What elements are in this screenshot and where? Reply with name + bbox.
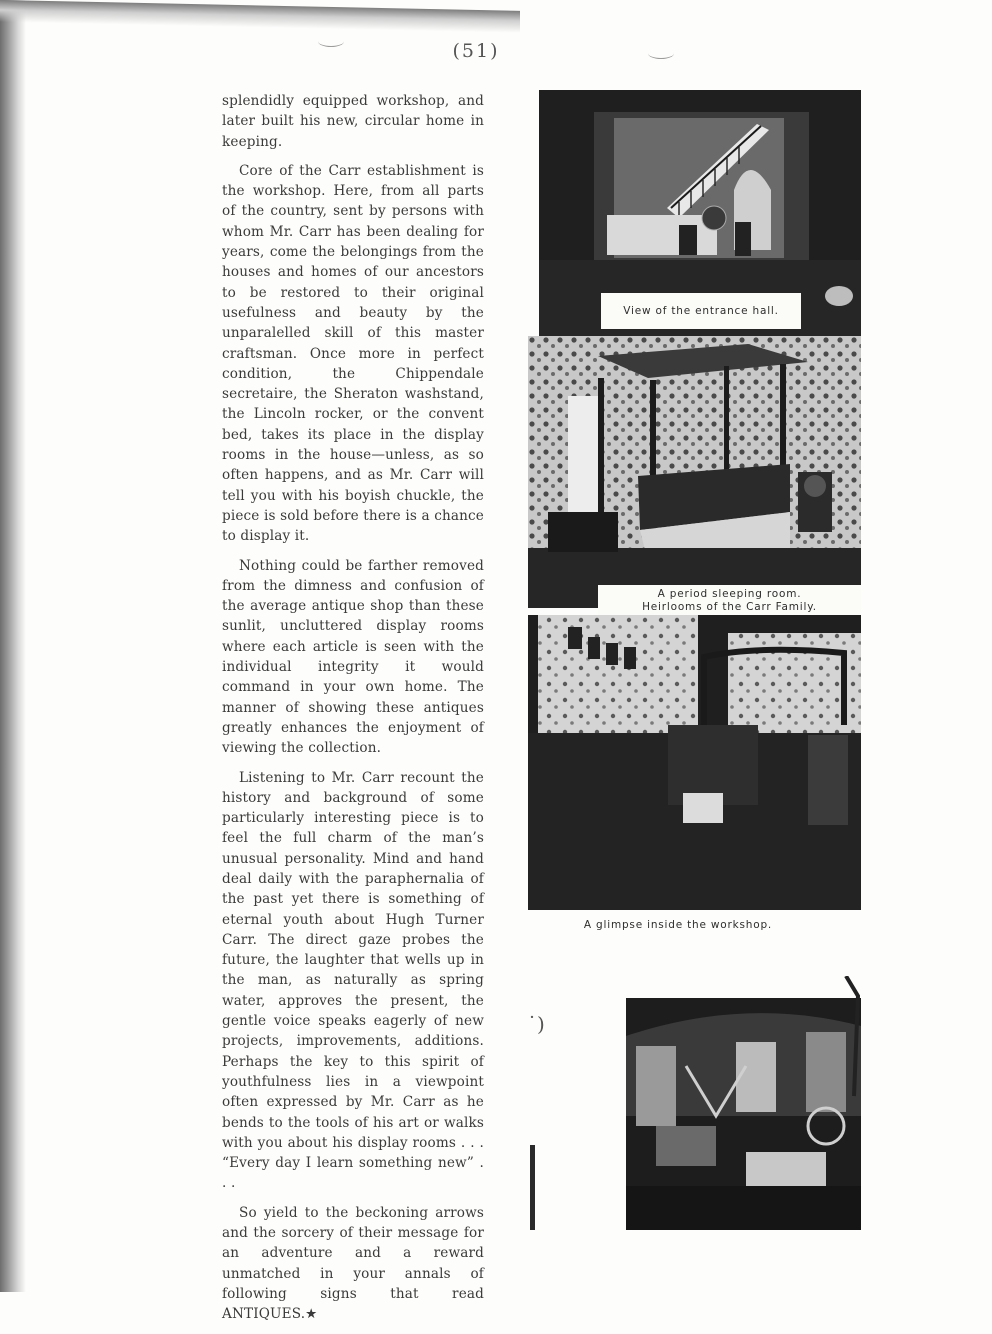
article-paragraph: Core of the Carr establishment is the workshop. Here, from all parts of the country, sent by persons with whom Mr. Carr has been dealing for years, come the belongings from the houses and homes of our ancestors to be restored to their original usefulness and beauty by the unparalelled skill of this master craftsman. Once more in perfect condition, the Chippendale secretaire, the Sheraton washstand, the Lincoln rocker, or the convent bed, takes its place in the display rooms in the house—unless, as so often happens, and as Mr. Carr will tell you with his boyish chuckle, the piece is sold before there is a chance to display it. — [222, 162, 484, 545]
punch-mark-right — [648, 48, 674, 59]
scan-shadow-left — [0, 0, 26, 1292]
page-number: (51) — [452, 40, 500, 62]
scan-shadow-top — [0, 0, 520, 33]
article-text — [222, 91, 484, 1334]
article-paragraph: Nothing could be farther removed from the dimness and confusion of the average antique shop than these sunlit, uncluttered display rooms where each article is seen with the individual integrity it would command in your own home. The manner of showing these antiques greatly enhances the enjoyment of viewing the collection. — [222, 557, 484, 757]
article-paragraph: splendidly equipped workshop, and later built his new, circular home in keeping. — [222, 93, 484, 150]
scan-artifact-bar — [530, 1145, 535, 1230]
punch-mark-left — [318, 36, 344, 47]
caption-entrance-hall: View of the entrance hall. — [601, 293, 801, 329]
photo-workshop — [528, 615, 861, 910]
photo-sleeping-room — [528, 336, 861, 608]
caption-sleeping-room-line1: A period sleeping room. — [657, 588, 802, 600]
caption-sleeping-room-line2: Heirlooms of the Carr Family. — [642, 601, 817, 613]
caption-sleeping-room — [598, 585, 861, 618]
caption-workshop: A glimpse inside the workshop. — [583, 919, 773, 931]
photo-circular-room — [626, 976, 861, 1230]
margin-mark: ˙) — [527, 1012, 545, 1036]
article-paragraph: So yield to the beckoning arrows and the sorcery of their message for an adventure and a reward unmatched in your annals of following signs that read ANTIQUES.★ — [222, 1204, 484, 1323]
article-paragraph: Listening to Mr. Carr recount the history and background of some particularly interesting piece is to feel the full charm of the man’s unusual personality. Mind and hand deal daily with the paraphernalia of the past yet there is something of eternal youth about Hugh Turner Carr. The direct gaze probes the future, the laughter that wells up in the man, as naturally as spring water, approves the present, the gentle voice speaks eagerly of new projects, improvements, additions. Perhaps the key to this spirit of youthfulness lies in a viewpoint often expressed by Mr. Carr as he bends to the tools of his art or walks with you about his display rooms . . . “Every day I learn something new” . . . — [222, 769, 484, 1192]
